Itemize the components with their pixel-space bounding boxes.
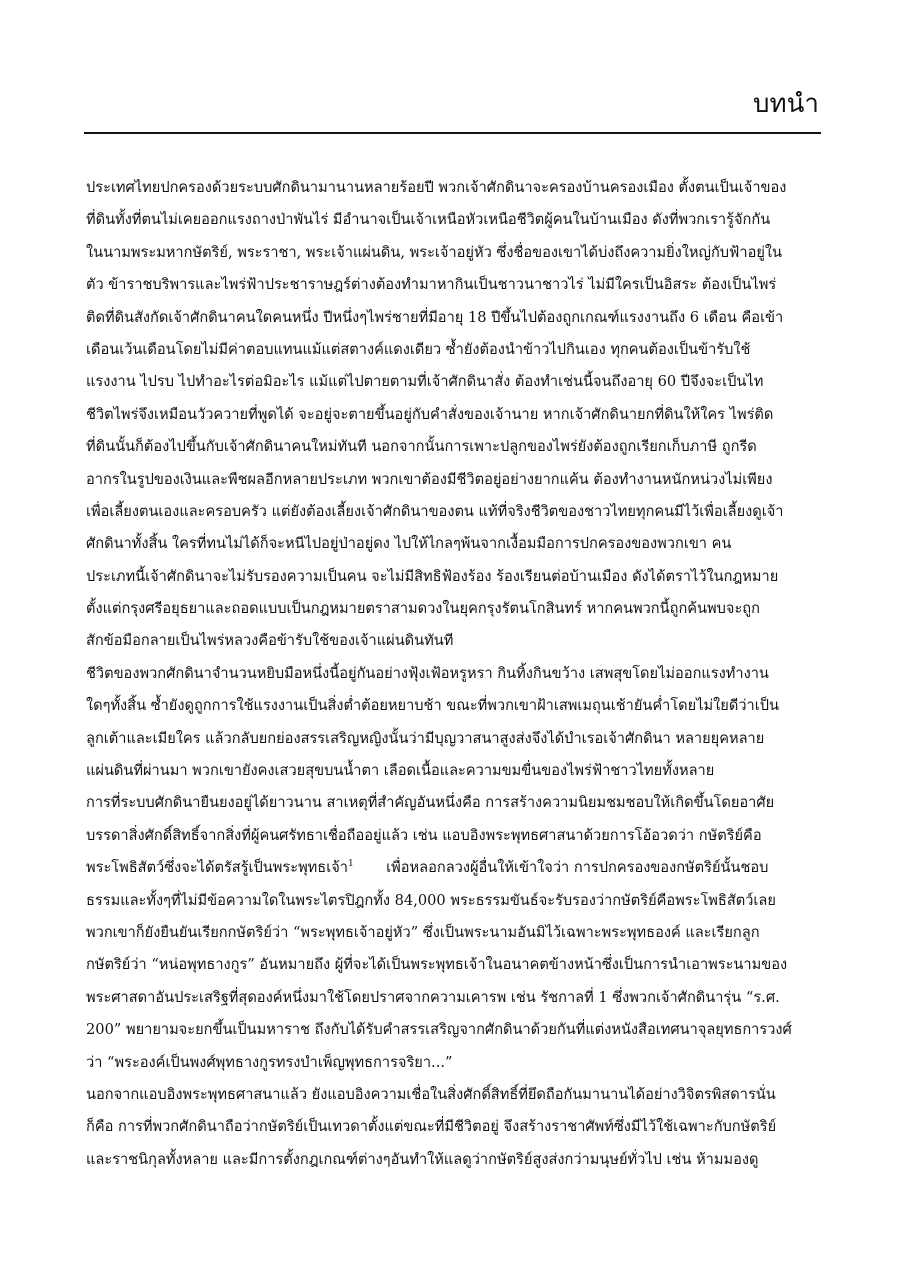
text-line: ประเภทนี้เจ้าศักดินาจะไม่รับรองความเป็นคน จะไม่มีสิทธิฟ้องร้อง ร้องเรียนต่อบ้านเมือง ดังได้ตราไว้ในกฎหมาย [86,567,779,585]
body-text [86,172,821,1176]
line-text: เพื่อหลอกลวงผู้อื่นให้เข้าใจว่า การปกครองของกษัตริย์นั้นชอบ [386,859,769,877]
text-line: ประเทศไทยปกครองด้วยระบบศักดินามานานหลายร้อยปี พวกเจ้าศักดินาจะครองบ้านครองเมือง ตั้งตนเป็นเจ้าของ [86,179,787,196]
text-line: เพื่อเลี้ยงตนเองและครอบครัว แต่ยังต้องเลี้ยงเจ้าศักดินาของตน แท้ที่จริงชีวิตของชาวไทยทุกคนมีไว้เพื่อเลี้ยงดูเจ้า [86,502,784,520]
text-line: ก็คือ การที่พวกศักดินาถือว่ากษัตริย์เป็นเทวดาตั้งแต่ขณะที่มีชีวิตอยู่ จึงสร้างราชาศัพท์ซึ่งมีไว้ใช้เฉพาะกับกษัตริย์ [86,1118,777,1136]
text-line: ใดๆทั้งสิ้น ซ้ำยังดูถูกการใช้แรงงานเป็นสิ่งต่ำต้อยหยาบช้า ขณะที่พวกเขาฝ้าเสพเมถุนเช้ายันค่ำโดยไม่ใยดีว่าเป็น [86,697,779,715]
text-line: 200” พยายามจะยกขึ้นเป็นมหาราช ถึงกับได้รับคำสรรเสริญจากศักดินาด้วยกันที่แต่งหนังสือเทศนาจุลยุทธการวงศ์ [86,1021,792,1039]
text-line: ที่ดินทั้งที่ตนไม่เคยออกแรงถางป่าพันไร่ มีอำนาจเป็นเจ้าเหนือหัวเหนือชีวิตผู้คนในบ้านเมือง ดังที่พวกเรารู้จักกัน [86,211,771,229]
text-line: ชีวิตไพร่จึงเหมือนวัวควายที่พูดได้ จะอยู่จะตายขึ้นอยู่กับคำสั่งของเจ้านาย หากเจ้าศักดินายกที่ดินให้ใคร ไพร่ติด [86,405,774,423]
text-line: ศักดินาทั้งสิ้น ใครที่ทนไม่ได้ก็จะหนีไปอยู่ป่าอยู่ดง ไปให้ไกลๆพ้นจากเงื้อมมือการปกครองของพวกเขา คน [86,535,732,553]
text-line: พระศาสดาอันประเสริฐที่สุดองค์หนึ่งมาใช้โดยปราศจากความเคารพ เช่น รัชกาลที่ 1 ซึ่งพวกเจ้าศักดินารุ่น “ร.ศ. [86,988,780,1006]
text-line: บรรดาสิ่งศักดิ์สิทธิ์จากสิ่งที่ผู้คนศรัทธาเชื่อถืออยู่แล้ว เช่น แอบอิงพระพุทธศาสนาด้วยการโอ้อวดว่า กษัตริย์คือ [86,826,762,844]
text-line: แรงงาน ไปรบ ไปทำอะไรต่อมิอะไร แม้แต่ไปตายตามที่เจ้าศักดินาสั่ง ต้องทำเช่นนี้จนถึงอายุ 60 ปีจึงจะเป็นไท [86,373,764,391]
text-line: การที่ระบบศักดินายืนยงอยู่ได้ยาวนาน สาเหตุที่สำคัญอันหนึ่งคือ การสร้างความนิยมชมชอบให้เกิดขึ้นโดยอาศัย [86,794,775,812]
text-line: และราชนิกุลทั้งหลาย และมีการตั้งกฎเกณฑ์ต่างๆอันทำให้แลดูว่ากษัตริย์สูงส่งกว่ามนุษย์ทั่วไป เช่น ห้ามมองดู [86,1150,759,1168]
text-line: เดือนเว้นเดือนโดยไม่มีค่าตอบแทนแม้แต่สตางค์แดงเดียว ซ้ำยังต้องนำข้าวไปกินเอง ทุกคนต้องเป็นข้ารับใช้ [86,340,751,358]
text-line: ลูกเต้าและเมียใคร แล้วกลับยกย่องสรรเสริญหญิงนั้นว่ามีบุญวาสนาสูงส่งจึงได้บำเรอเจ้าศักดินา หลายยุคหลาย [86,729,765,747]
text-line: อากรในรูปของเงินและพืชผลอีกหลายประเภท พวกเขาต้องมีชีวิตอยู่อย่างยากแค้น ต้องทำงานหนักหน่วงไม่เพียง [86,470,773,488]
text-line: กษัตริย์ว่า “หน่อพุทธางกูร” อันหมายถึง ผู้ที่จะได้เป็นพระพุทธเจ้าในอนาคตข้างหน้าซึ่งเป็นการนำเอาพระนามของ [86,956,788,974]
text-line: ธรรมและทั้งๆที่ไม่มีข้อความใดในพระไตรปิฎกทั้ง 84,000 พระธรรมขันธ์จะรับรองว่ากษัตริย์คือพระโพธิสัตว์เลย [86,891,776,909]
text-line: สักข้อมือกลายเป็นไพร่หลวงคือข้ารับใช้ของเจ้าแผ่นดินทันที [86,632,454,650]
header-rule [84,132,821,134]
text-line: พวกเขาก็ยังยืนยันเรียกกษัตริย์ว่า “พระพุทธเจ้าอยู่หัว” ซึ่งเป็นพระนามอันมิไว้เฉพาะพระพุทธองค์ และเรียกลูก [86,923,760,941]
text-line: ในนามพระมหากษัตริย์, พระราชา, พระเจ้าแผ่นดิน, พระเจ้าอยู่หัว ซึ่งชื่อของเขาได้บ่งถึงความยิ่งใหญ่กับฟ้าอยู่ใน [86,243,782,261]
text-line: ตั้งแต่กรุงศรีอยุธยาและถอดแบบเป็นกฎหมายตราสามดวงในยุคกรุงรัตนโกสินทร์ หากคนพวกนี้ถูกค้นพบจะถูก [86,600,760,618]
text-line: แผ่นดินที่ผ่านมา พวกเขายังคงเสวยสุขบนน้ำตา เลือดเนื้อและความขมขื่นของไพร่ฟ้าชาวไทยทั้งหลาย [86,762,715,780]
text-line: ที่ดินนั้นก็ต้องไปขึ้นกับเจ้าศักดินาคนใหม่ทันที นอกจากนั้นการเพาะปลูกของไพร่ยังต้องถูกเรียกเก็บภาษี ถูกรีด [86,438,757,456]
footnote-mark: 1 [347,859,354,870]
text-line: ว่า “พระองค์เป็นพงศ์พุทธางกูรทรงบำเพ็ญพุทธการจริยา...” [86,1053,453,1071]
text-line: นอกจากแอบอิงพระพุทธศาสนาแล้ว ยังแอบอิงความเชื่อในสิ่งศักดิ์สิทธิ์ที่ยึดถือกันมานานได้อย่างวิจิตรพิสดารนั่น [86,1085,776,1103]
text-line: ตัว ข้าราชบริพารและไพร่ฟ้าประชาราษฎร์ต่างต้องทำมาหากินเป็นชาวนาชาวไร่ ไม่มีใครเป็นอิสระ ต้องเป็นไพร่ [86,276,777,294]
chapter-title: บทนำ [752,89,819,119]
text-line-with-footnote [86,852,821,884]
line-text: พระโพธิสัตว์ซึ่งจะได้ตรัสรู้เป็นพระพุทธเจ้า [86,859,348,877]
text-line: ชีวิตของพวกศักดินาจำนวนหยิบมือหนึ่งนี้อยู่กันอย่างฟุ้งเฟ้อหรูหรา กินทิ้งกินขว้าง เสพสุขโดยไม่ออกแรงทำงาน [86,664,769,682]
text-line: ติดที่ดินสังกัดเจ้าศักดินาคนใดคนหนึ่ง ปีหนึ่งๆไพร่ชายที่มีอายุ 18 ปีขึ้นไปต้องถูกเกณฑ์แรงงานถึง 6 เดือน คือเข้า [86,308,784,326]
